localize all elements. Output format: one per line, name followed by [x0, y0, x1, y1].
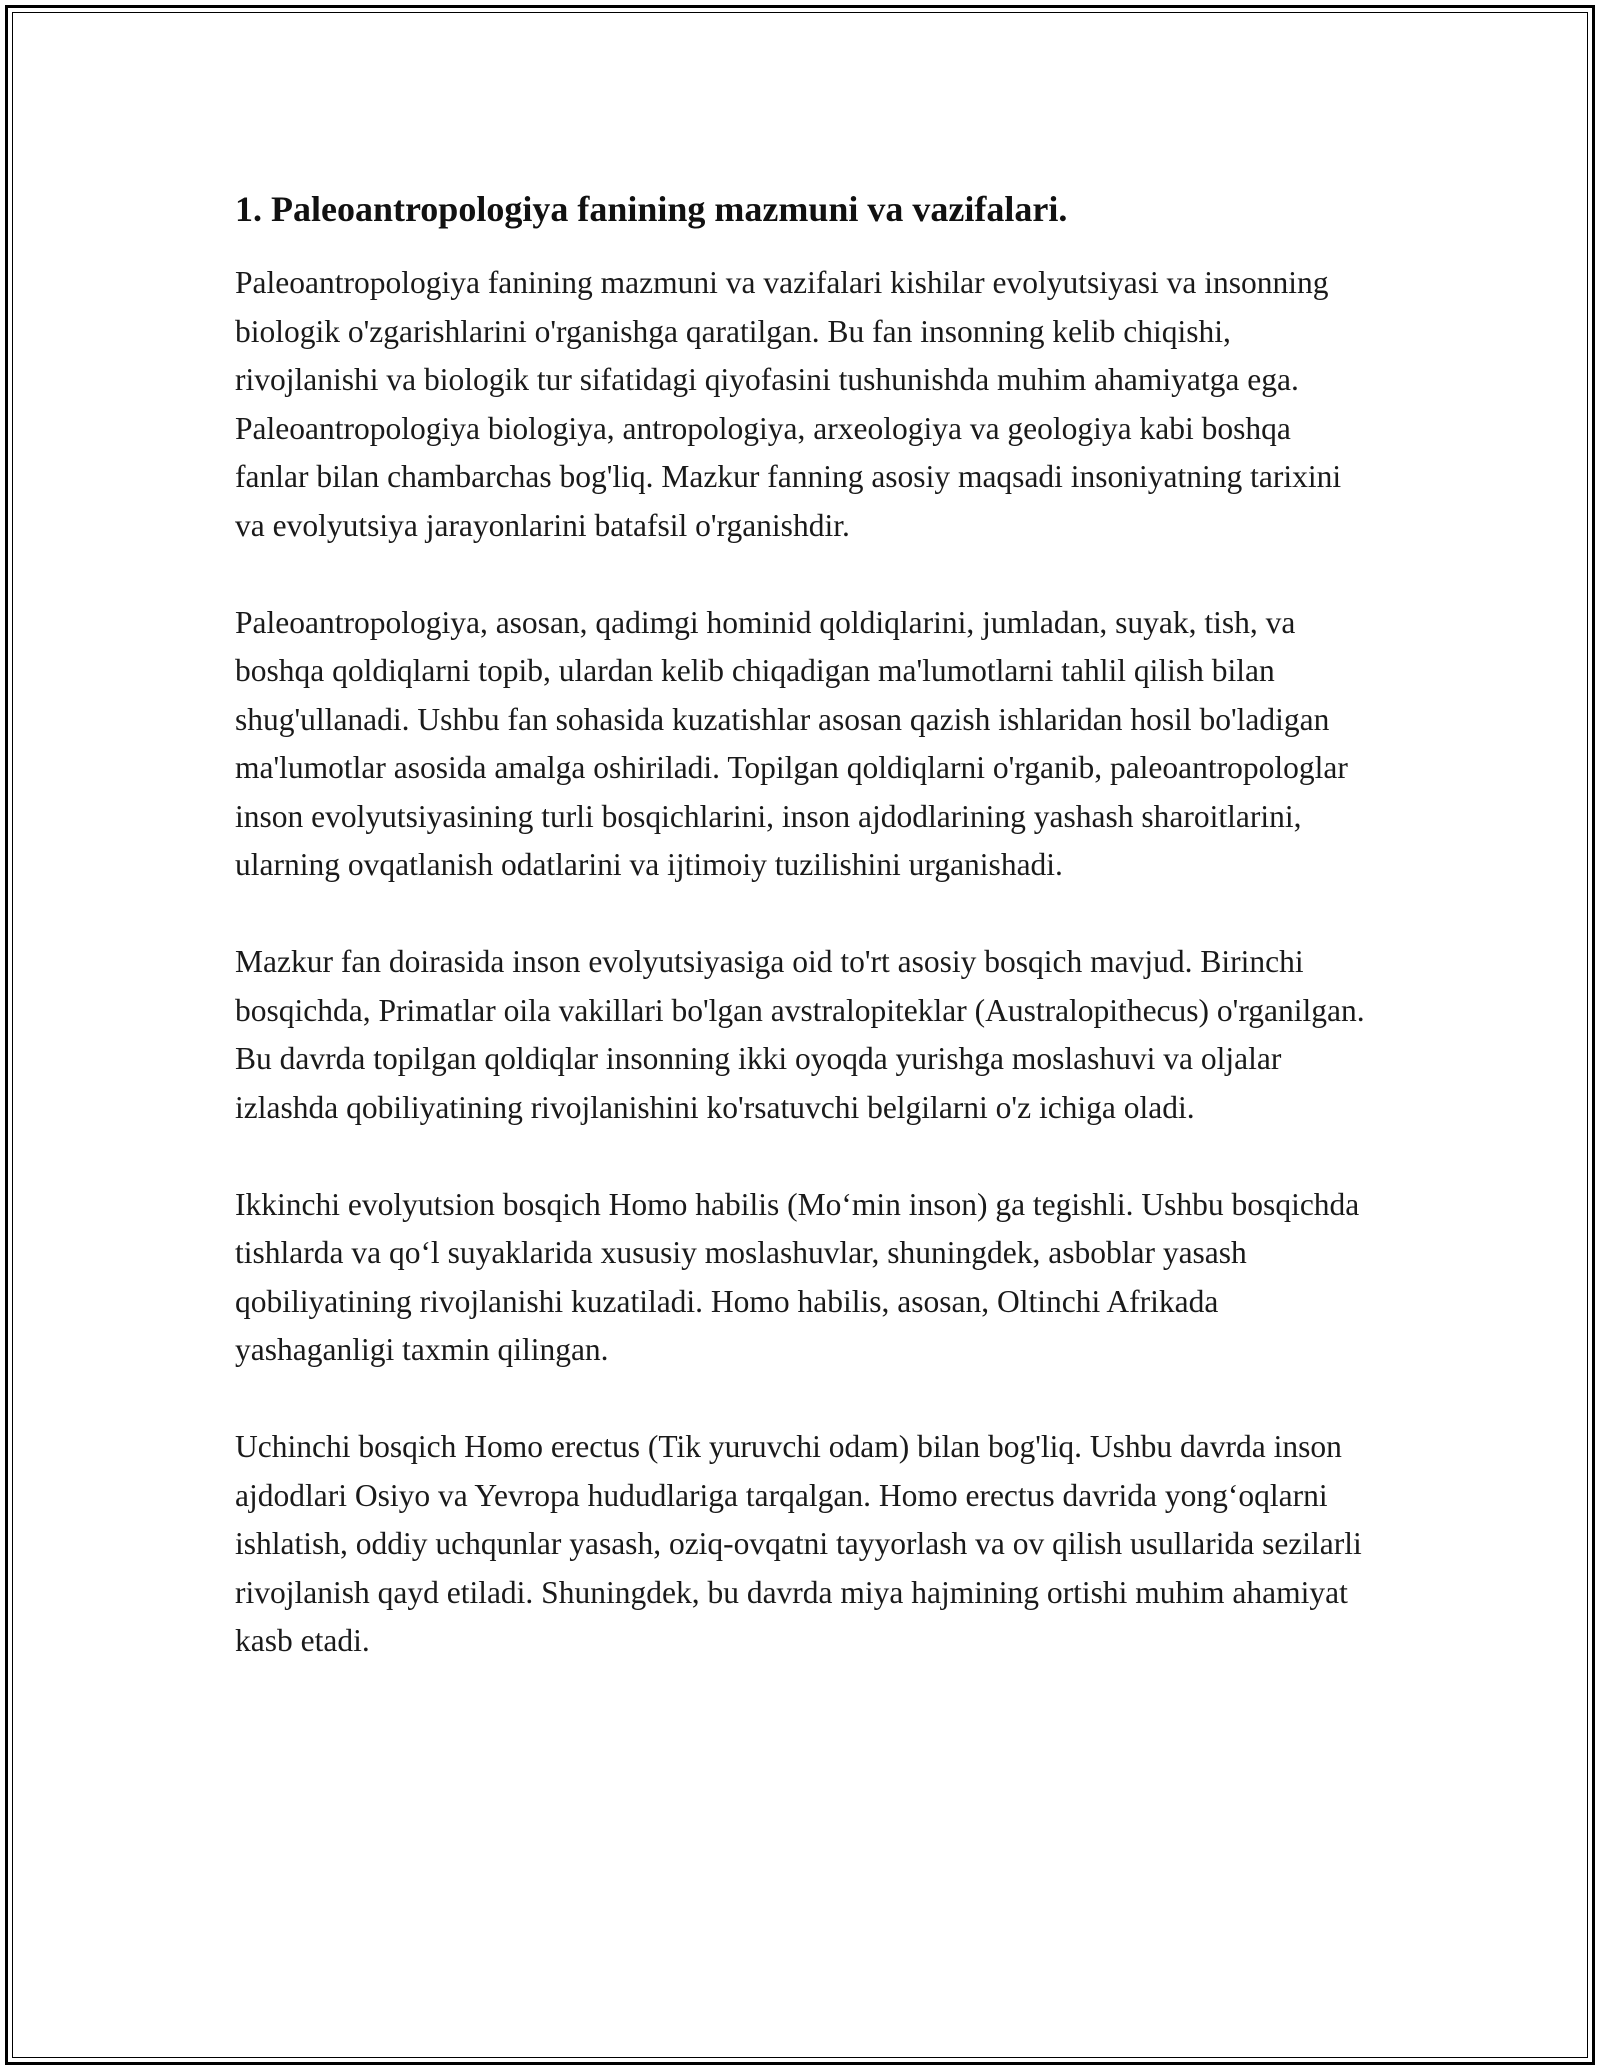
- document-body: [235, 185, 1370, 1714]
- paragraph-4: Ikkinchi evolyutsion bosqich Homo habilis (Mo‘min inson) ga tegishli. Ushbu bosqichda tishlarda va qo‘l suyaklarida xususiy moslashuvlar, shuningdek, asboblar yasash qobiliyatining rivojlanishi kuzatiladi. Homo habilis, asosan, Oltinchi Afrikada yashaganligi taxmin qilingan.: [235, 1186, 1360, 1367]
- paragraph-5: Uchinchi bosqich Homo erectus (Tik yuruvchi odam) bilan bog'liq. Ushbu davrda inson ajdodlari Osiyo va Yevropa hududlariga tarqalgan. Homo erectus davrida yong‘oqlarni ishlatish, oddiy uchqunlar yasash, oziq-ovqatni tayyorlash va ov qilish usullarida sezilarli rivojlanish qayd etiladi. Shuningdek, bu davrda miya hajmining ortishi muhim ahamiyat kasb etadi.: [235, 1429, 1362, 1658]
- paragraph-2: Paleoantropologiya, asosan, qadimgi hominid qoldiqlarini, jumladan, suyak, tish, va boshqa qoldiqlarni topib, ulardan kelib chiqadigan ma'lumotlarni tahlil qilish bilan shug'ullanadi. Ushbu fan sohasida kuzatishlar asosan qazish ishlaridan hosil bo'ladigan ma'lumotlar asosida amalga oshiriladi. Topilgan qoldiqlarni o'rganib, paleoantropologlar inson evolyutsiyasining turli bosqichlarini, inson ajdodlarining yashash sharoitlarini, ularning ovqatlanish odatlarini va ijtimoiy tuzilishini urganishadi.: [235, 604, 1348, 882]
- document-title: 1. Paleoantropologiya fanining mazmuni va vazifalari.: [235, 189, 1068, 229]
- paragraph-3: Mazkur fan doirasida inson evolyutsiyasiga oid to'rt asosiy bosqich mavjud. Birinchi bosqichda, Primatlar oila vakillari bo'lgan avstralopiteklar (Australopithecus) o'rganilgan. Bu davrda topilgan qoldiqlar insonning ikki oyoqda yurishga moslashuvi va oljalar izlashda qobiliyatining rivojlanishini ko'rsatuvchi belgilarni o'z ichiga oladi.: [235, 944, 1365, 1125]
- paragraph-1: Paleoantropologiya fanining mazmuni va vazifalari kishilar evolyutsiyasi va insonning biologik o'zgarishlarini o'rganishga qaratilgan. Bu fan insonning kelib chiqishi, rivojlanishi va biologik tur sifatidagi qiyofasini tushunishda muhim ahamiyatga ega. Paleoantropologiya biologiya, antropologiya, arxeologiya va geologiya kabi boshqa fanlar bilan chambarchas bog'liq. Mazkur fanning asosiy maqsadi insoniyatning tarixini va evolyutsiya jarayonlarini batafsil o'rganishdir.: [235, 265, 1342, 543]
